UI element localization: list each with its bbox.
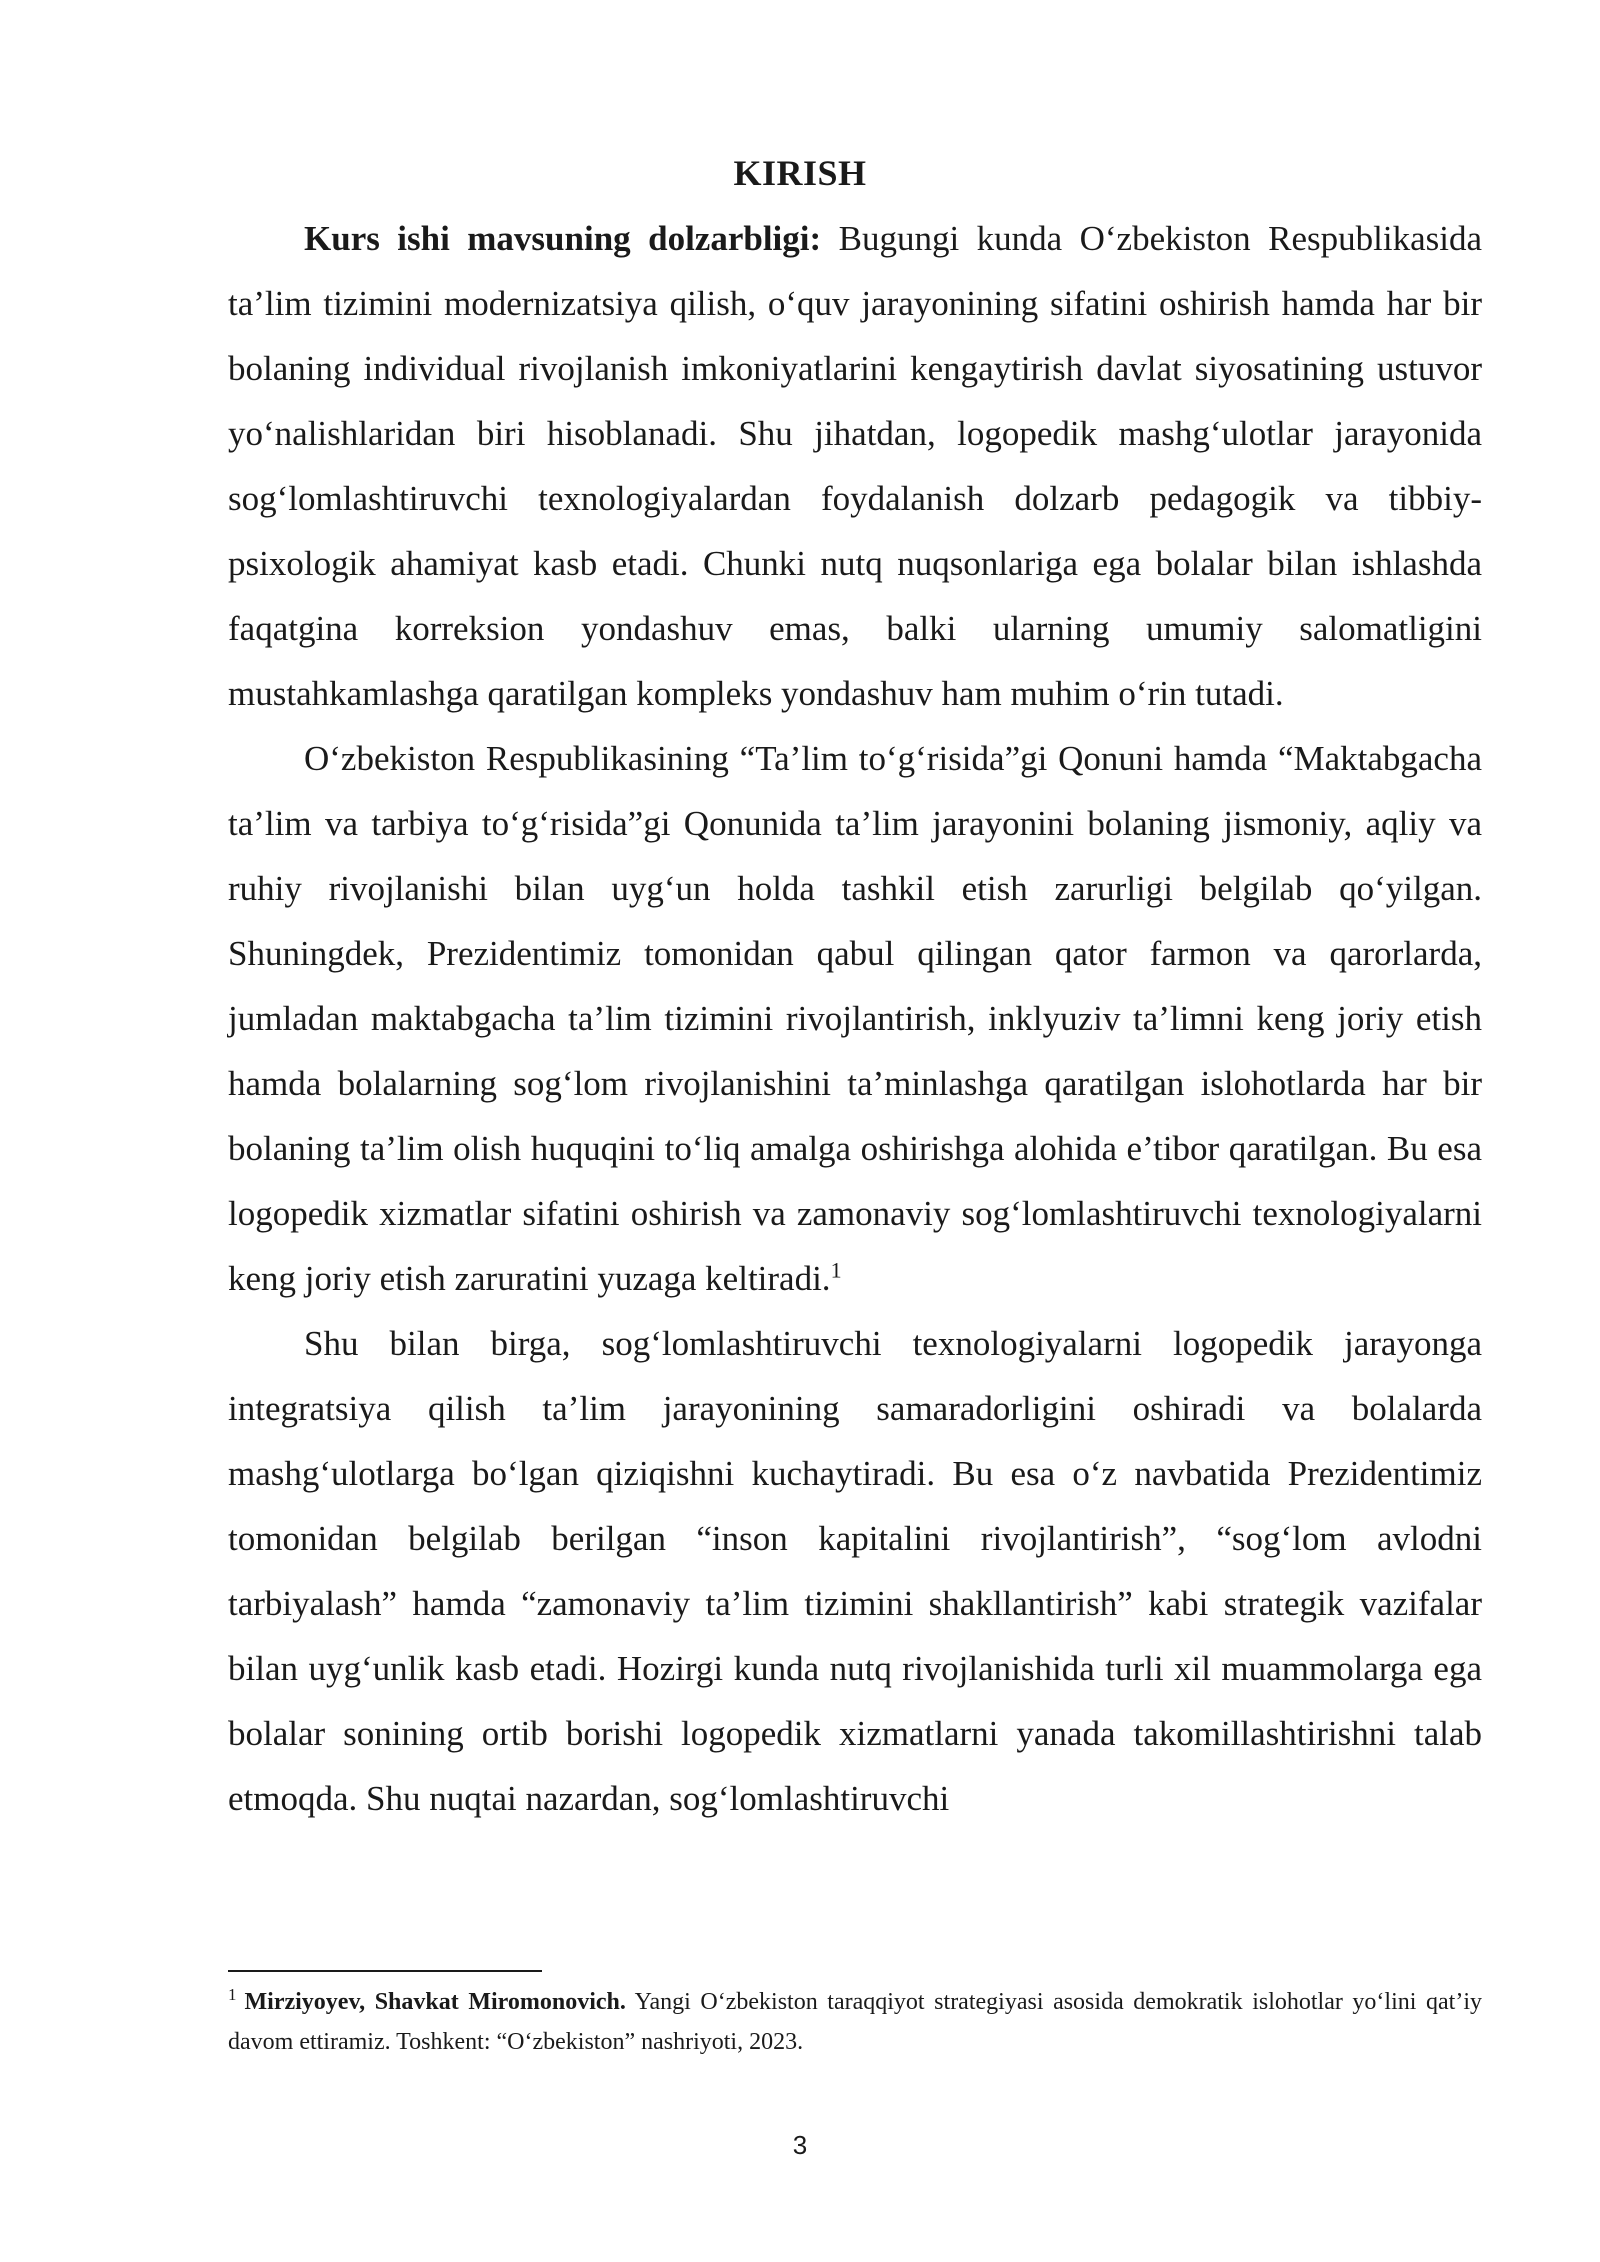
footnote-author: Mirziyoyev, Shavkat Miromonovich. bbox=[244, 1989, 626, 2015]
paragraph-text: Shu bilan birga, sog‘lomlashtiruvchi texnologiyalarni logopedik jarayonga integratsiya qilish ta’lim jarayonining samaradorligini oshiradi va bolalarda mashg‘ulotlarga bo‘lgan qiziqishni kuchaytiradi. Bu esa o‘z navbatida Prezidentimiz tomonidan belgilab berilgan “inson kapitalini rivojlantirish”, “sog‘lom avlodni tarbiyalash” hamda “zamonaviy ta’lim tizimini shakllantirish” kabi strategik vazifalar bilan uyg‘unlik kasb etadi. Hozirgi kunda nutq rivojlanishida turli xil muammolarga ega bolalar sonining ortib borishi logopedik xizmatlarni yanada takomillashtirishni talab etmoqda. Shu nuqtai nazardan, sog‘lomlashtiruvchi bbox=[228, 1324, 1482, 1818]
paragraph-relevance bbox=[228, 206, 1482, 726]
footnote bbox=[228, 1982, 1482, 2062]
paragraph-lead: Kurs ishi mavsuning dolzarbligi: bbox=[304, 219, 822, 258]
footnote-reference[interactable]: 1 bbox=[830, 1257, 842, 1283]
footnote-separator bbox=[228, 1970, 542, 1972]
paragraph-laws bbox=[228, 726, 1482, 1311]
paragraph-integration bbox=[228, 1311, 1482, 1831]
footnote-text: Yangi O‘zbekiston taraqqiyot strategiyasi asosida demokratik islohotlar yo‘lini qat’iy davom ettiramiz. Toshkent: “O‘zbekiston” nashriyoti, 2023. bbox=[228, 1989, 1482, 2055]
footnote-mark: 1 bbox=[228, 1985, 237, 2004]
body-text bbox=[228, 206, 1482, 1831]
paragraph-text: O‘zbekiston Respublikasining “Ta’lim to‘g‘risida”gi Qonuni hamda “Maktabgacha ta’lim va tarbiya to‘g‘risida”gi Qonunida ta’lim jarayonini bolaning jismoniy, aqliy va ruhiy rivojlanishi bilan uyg‘un holda tashkil etish zarurligi belgilab qo‘yilgan. Shuningdek, Prezidentimiz tomonidan qabul qilingan qator farmon va qarorlarda, jumladan maktabgacha ta’lim tizimini rivojlantirish, inklyuziv ta’limni keng joriy etish hamda bolalarning sog‘lom rivojlanishini ta’minlashga qaratilgan islohotlarda har bir bolaning ta’lim olish huquqini to‘liq amalga oshirishga alohida e’tibor qaratilgan. Bu esa logopedik xizmatlar sifatini oshirish va zamonaviy sog‘lomlashtiruvchi texnologiyalarni keng joriy etish zaruratini yuzaga keltiradi. bbox=[228, 739, 1482, 1298]
section-heading: KIRISH bbox=[733, 153, 867, 193]
paragraph-text: Bugungi kunda O‘zbekiston Respublikasida ta’lim tizimini modernizatsiya qilish, o‘quv jarayonining sifatini oshirish hamda har bir bolaning individual rivojlanish imkoniyatlarini kengaytirish davlat siyosatining ustuvor yo‘nalishlaridan biri hisoblanadi. Shu jihatdan, logopedik mashg‘ulotlar jarayonida sog‘lomlashtiruvchi texnologiyalardan foydalanish dolzarb pedagogik va tibbiy-psixologik ahamiyat kasb etadi. Chunki nutq nuqsonlariga ega bolalar bilan ishlashda faqatgina korreksion yondashuv emas, balki ularning umumiy salomatligini mustahkamlashga qaratilgan kompleks yondashuv ham muhim o‘rin tutadi. bbox=[228, 219, 1482, 713]
page-number: 3 bbox=[792, 2130, 808, 2160]
